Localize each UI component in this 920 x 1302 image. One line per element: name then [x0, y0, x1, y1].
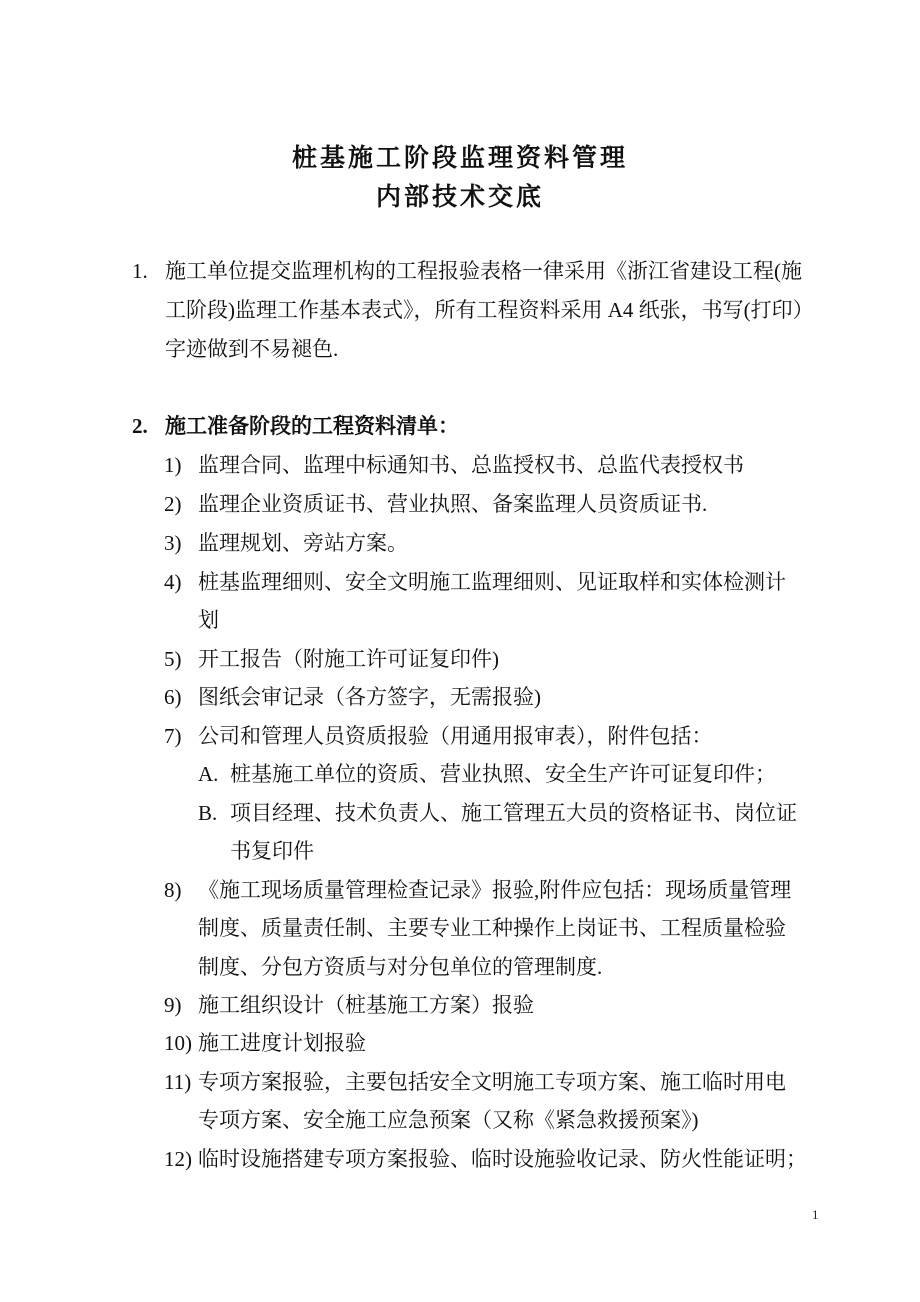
page-number: 1	[812, 1207, 819, 1222]
document-subtitle: 内部技术交底	[375, 182, 544, 211]
list-item-number: 1)	[164, 453, 182, 477]
sub-list-item-number: B.	[198, 801, 218, 825]
list-item-number: 12)	[164, 1147, 192, 1171]
list-item-text: 图纸会审记录（各方签字，无需报验)	[198, 685, 541, 709]
list-item-text: 施工组织设计（桩基施工方案）报验	[198, 993, 534, 1017]
list-item-text: 施工进度计划报验	[198, 1031, 366, 1055]
list-item-text: 开工报告（附施工许可证复印件)	[198, 647, 499, 671]
list-item-text: 临时设施搭建专项方案报验、临时设施验收记录、防火性能证明；	[198, 1147, 807, 1171]
list-item-text: 划	[198, 608, 219, 632]
list-item-number: 11)	[164, 1070, 192, 1094]
list-item-text: 《施工现场质量管理检查记录》报验,附件应包括：现场质量管理	[198, 878, 792, 902]
list-item-number: 2)	[164, 492, 182, 516]
paragraph-line: 工阶段)监理工作基本表式》，所有工程资料采用 A4 纸张，书写(打印）	[165, 298, 814, 322]
paragraph-line: 字迹做到不易褪色.	[165, 337, 339, 361]
list-item-number: 9)	[164, 993, 182, 1017]
list-item-text: 监理合同、监理中标通知书、总监授权书、总监代表授权书	[198, 453, 744, 477]
list-item-number: 5)	[164, 647, 182, 671]
list-item-text: 专项方案报验，主要包括安全文明施工专项方案、施工临时用电	[198, 1070, 786, 1094]
list-item-text: 制度、分包方资质与对分包单位的管理制度.	[198, 955, 603, 979]
list-item-number: 6)	[164, 685, 182, 709]
document-title: 桩基施工阶段监理资料管理	[291, 143, 628, 172]
section-1-number: 1.	[132, 259, 148, 283]
sub-list-item-number: A.	[198, 762, 219, 786]
list-item-text: 制度、质量责任制、主要专业工种操作上岗证书、工程质量检验	[198, 916, 786, 940]
list-item-text: 专项方案、安全施工应急预案（又称《紧急救援预案》)	[198, 1108, 699, 1132]
list-item-number: 4)	[164, 570, 182, 594]
sub-list-item-text: 桩基施工单位的资质、营业执照、安全生产许可证复印件；	[230, 762, 776, 786]
list-item-number: 3)	[164, 531, 182, 555]
list-item-text: 桩基监理细则、安全文明施工监理细则、见证取样和实体检测计	[198, 570, 786, 594]
section-2-number: 2.	[132, 414, 148, 438]
list-item-number: 8)	[164, 878, 182, 902]
list-item-number: 10)	[164, 1031, 192, 1055]
paragraph-line: 施工单位提交监理机构的工程报验表格一律采用《浙江省建设工程(施	[165, 259, 802, 283]
section-2-heading: 施工准备阶段的工程资料清单：	[165, 414, 459, 438]
sub-list-item-text: 书复印件	[230, 839, 314, 863]
list-item-text: 公司和管理人员资质报验（用通用报审表），附件包括：	[198, 724, 713, 748]
sub-list-item-text: 项目经理、技术负责人、施工管理五大员的资格证书、岗位证	[230, 801, 797, 825]
list-item-number: 7)	[164, 724, 182, 748]
list-item-text: 监理企业资质证书、营业执照、备案监理人员资质证书.	[198, 492, 708, 516]
list-item-text: 监理规划、旁站方案。	[198, 531, 408, 555]
